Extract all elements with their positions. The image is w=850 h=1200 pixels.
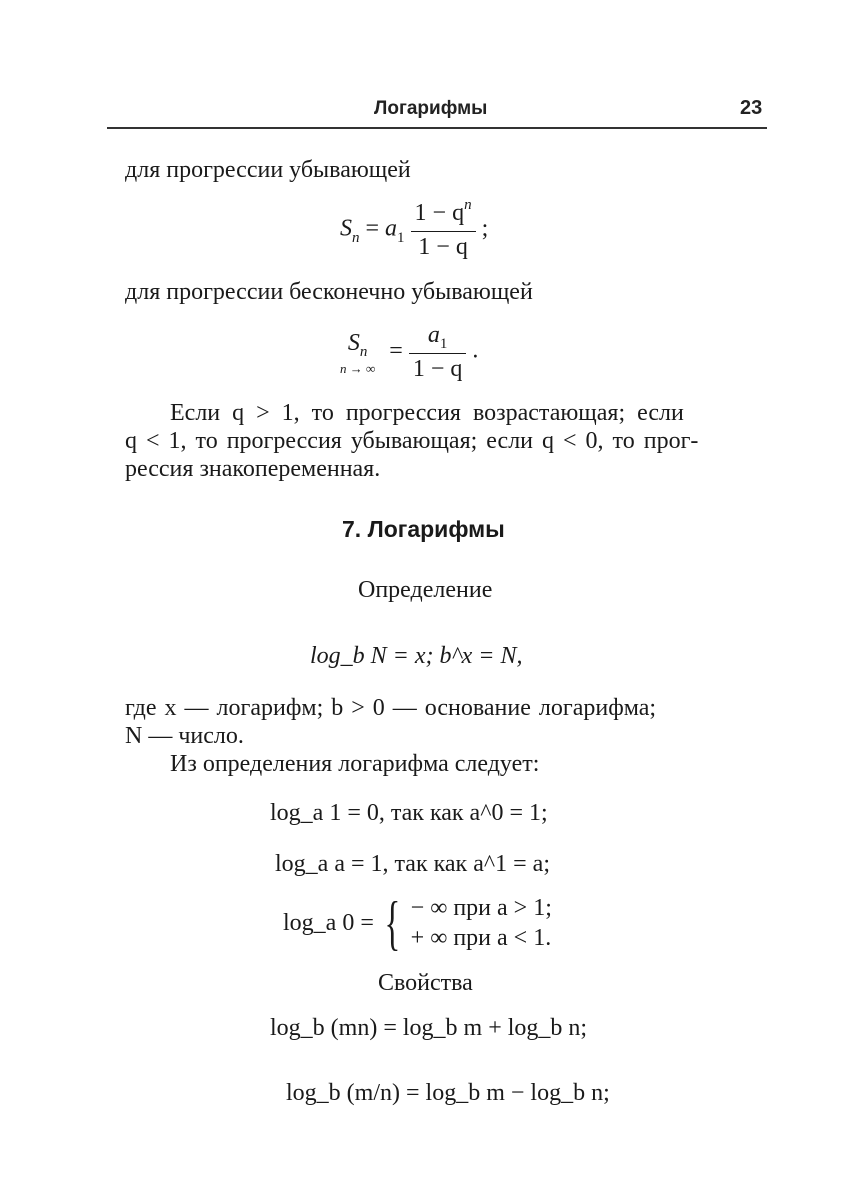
numerator-text: 1 − q [414,200,465,226]
consequence-formula-1: log_a 1 = 0, так как a^0 = 1; [270,800,548,826]
header-rule [107,127,767,129]
fraction-denominator: 1 − q [418,234,468,260]
limit-subscript: n → ∞ [340,360,376,376]
consequence-formula-2: log_a a = 1, так как a^1 = a; [275,851,550,877]
formula-coefficient: a [385,215,398,242]
numerator-text: a [427,322,440,348]
decreasing-progression-label: для прогрессии убывающей [125,157,411,183]
where-line-1: где x — логарифм; b > 0 — основание логарифма; [125,695,657,721]
fraction-numerator [411,198,476,232]
log-zero-case-2: + ∞ при a < 1. [410,925,552,951]
fraction-denominator: 1 − q [412,356,463,382]
formula-symbol: S [347,329,360,356]
where-line-2: N — число. [125,723,244,749]
infinite-sum-formula [340,320,478,384]
definition-formula: log_b N = x; b^x = N, [310,643,523,669]
property-formula-1: log_b (mn) = log_b m + log_b n; [270,1015,588,1041]
formula-end: . [472,337,479,364]
formula-end: ; [481,215,489,242]
limit-symbol [340,328,375,377]
follows-text: Из определения логарифма следует: [170,751,540,777]
definition-heading: Определение [358,577,493,603]
running-header-title: Логарифмы [374,98,488,119]
numerator-exponent: n [464,197,472,213]
formula-fraction [411,198,476,262]
log-zero-cases [411,893,552,953]
formula-equals: = [389,337,403,364]
progression-paragraph-line-1: Если q > 1, то прогрессия возрастающая; если [170,400,684,426]
infinite-progression-label: для прогрессии бесконечно убывающей [125,279,533,305]
formula-subscript: n [359,343,368,360]
formula-symbol: S [340,215,352,242]
left-brace-icon: { [384,890,401,956]
properties-heading: Свойства [378,970,473,996]
log-zero-formula [283,890,552,956]
log-zero-lhs: log_a 0 = [283,909,374,936]
progression-paragraph-line-2: q < 1, то прогрессия убывающая; если q < 0, то прог- [125,428,699,454]
log-zero-case-1: − ∞ при a > 1; [410,895,552,921]
formula-equals: = [365,215,380,242]
formula-subscript: n [352,229,360,246]
page-number: 23 [740,97,763,119]
formula-subscript: 1 [397,229,405,246]
property-formula-2: log_b (m/n) = log_b m − log_b n; [286,1080,610,1106]
numerator-subscript: 1 [439,336,448,352]
section-title: 7. Логарифмы [342,516,505,542]
decreasing-sum-formula [340,198,488,262]
fraction-numerator [409,320,467,354]
progression-paragraph-line-3: рессия знакопеременная. [125,456,381,482]
formula-fraction [409,320,467,384]
